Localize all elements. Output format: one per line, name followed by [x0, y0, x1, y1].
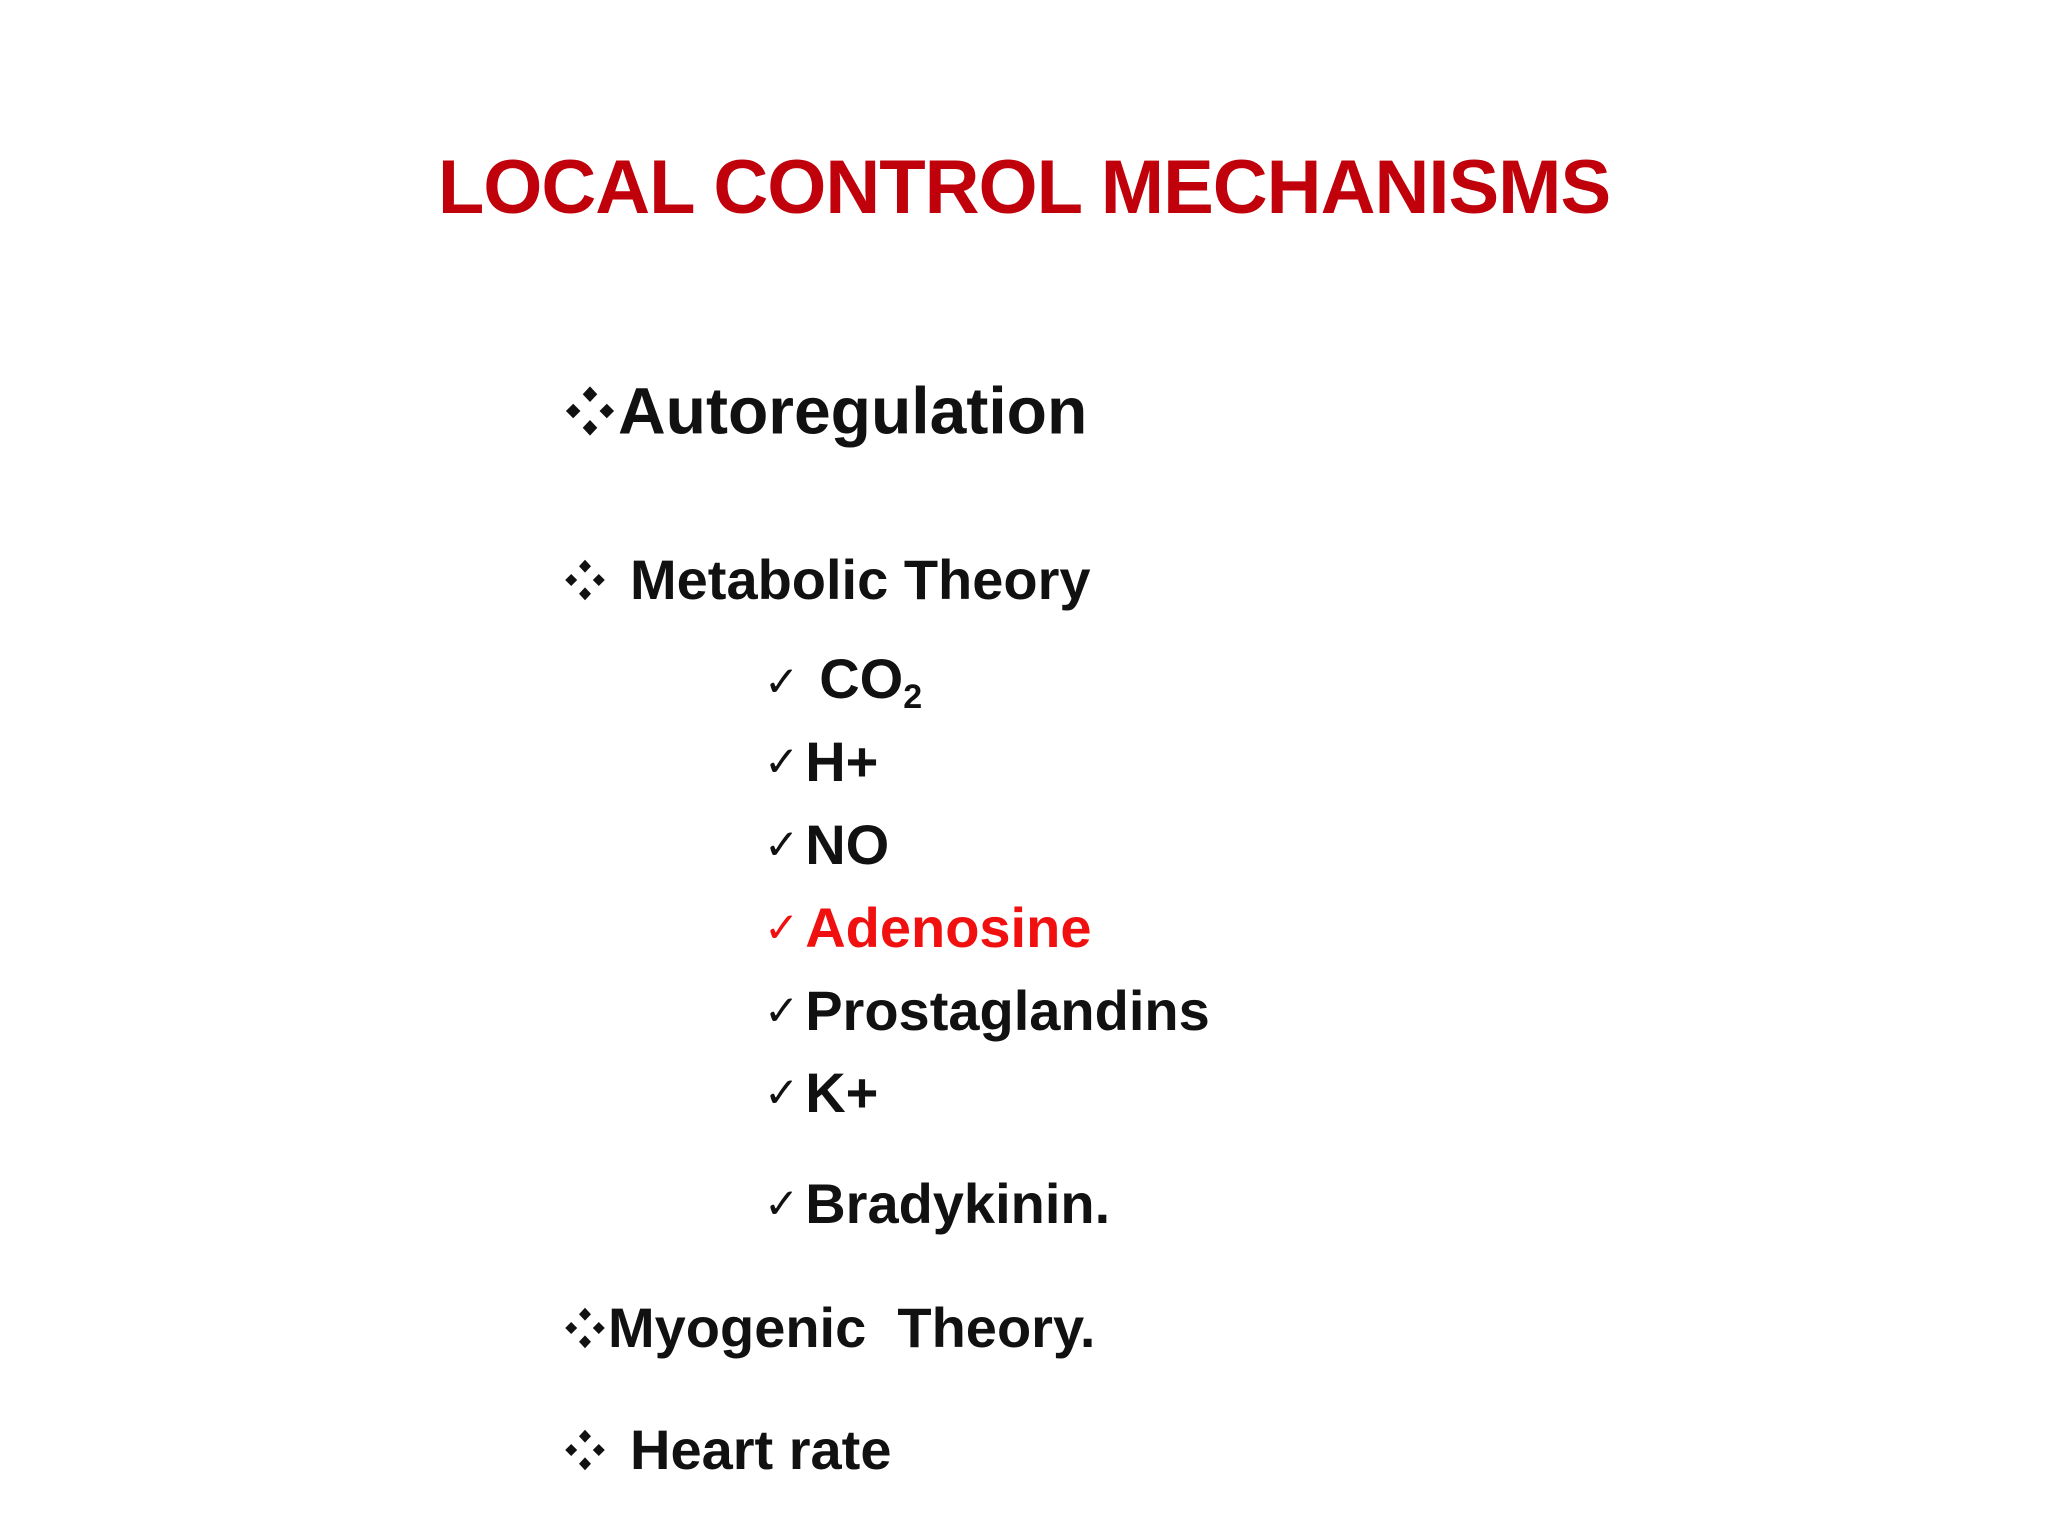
checkmark-icon: ✓ — [764, 986, 800, 1036]
sub-item-label: NO — [805, 813, 890, 877]
sub-item-label: Prostaglandins — [805, 979, 1210, 1043]
item-label: Autoregulation — [618, 373, 1088, 448]
slide-title: LOCAL CONTROL MECHANISMS — [437, 145, 1611, 230]
sub-item-k-plus — [764, 1061, 879, 1125]
checkmark-icon: ✓ — [764, 1068, 800, 1118]
sub-item-label: Bradykinin. — [805, 1172, 1111, 1236]
sub-item-h-plus — [764, 730, 879, 794]
sub-item-label: K+ — [805, 1061, 879, 1125]
bullet-myogenic-theory — [562, 1296, 1096, 1360]
checkmark-icon: ✓ — [764, 820, 800, 870]
checkmark-icon: ✓ — [764, 737, 800, 787]
bullet-autoregulation — [562, 372, 1088, 448]
item-label: Myogenic Theory. — [608, 1296, 1096, 1360]
sub-item-adenosine — [764, 896, 1092, 960]
item-label: Metabolic Theory — [630, 548, 1091, 612]
sub-item-prostaglandins — [764, 979, 1210, 1043]
sub-item-label: Adenosine — [805, 896, 1092, 960]
four-diamond-bullet-icon — [562, 1427, 608, 1473]
sub-item-co2 — [764, 646, 923, 716]
checkmark-icon: ✓ — [764, 657, 800, 707]
item-label: Heart rate — [630, 1418, 892, 1482]
bullet-metabolic-theory — [562, 548, 1091, 612]
subscript: 2 — [903, 677, 923, 716]
sub-item-label: $CO_2$ — [819, 646, 923, 716]
bullet-heart-rate — [562, 1418, 892, 1482]
four-diamond-bullet-icon — [562, 1305, 608, 1351]
sub-item-no — [764, 813, 890, 877]
sub-item-label: H+ — [805, 730, 879, 794]
four-diamond-bullet-icon — [562, 557, 608, 603]
checkmark-icon: ✓ — [764, 903, 800, 953]
checkmark-icon: ✓ — [764, 1179, 800, 1229]
sub-item-bradykinin — [764, 1172, 1111, 1236]
four-diamond-bullet-icon — [562, 383, 618, 439]
